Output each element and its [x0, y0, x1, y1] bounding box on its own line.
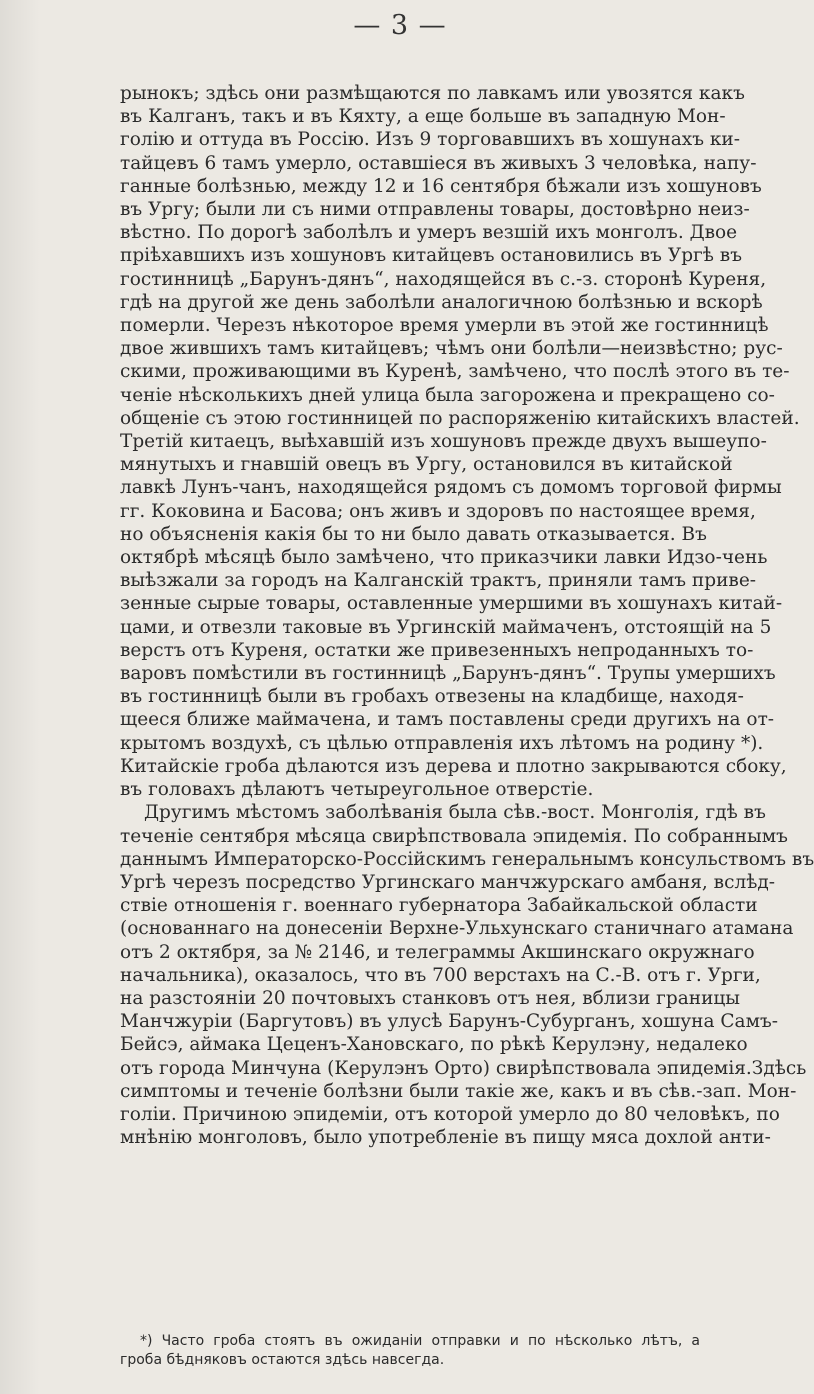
text-line: ствіе отношенія г. военнаго губернатора Забайкальской области: [120, 895, 758, 917]
text-line: общеніе съ этою гостинницей по распоряженію китайскихъ властей.: [120, 407, 800, 429]
text-line: цами, и отвезли таковые въ Ургинскій маймаченъ, отстоящій на 5: [120, 616, 772, 638]
text-line: ченіе нѣсколькихъ дней улица была загорожена и прекращено со-: [120, 384, 775, 406]
text-line: лавкѣ Лунъ-чанъ, находящейся рядомъ съ домомъ торговой фирмы: [120, 477, 782, 499]
text-line: скими, проживающими въ Куренѣ, замѣчено, что послѣ этого въ те-: [120, 361, 790, 383]
text-line: Бейсэ, аймака Цеценъ-Хановскаго, по рѣкѣ Керулэну, недалеко: [120, 1034, 748, 1056]
text-line: верстъ отъ Куреня, остатки же привезенныхъ непроданныхъ то-: [120, 639, 754, 661]
text-line: въ Калганъ, такъ и въ Кяхту, а еще больше въ западную Мон-: [120, 106, 726, 128]
page-number: — 3 —: [353, 10, 447, 41]
text-line: голію и оттуда въ Россію. Изъ 9 торговавшихъ въ хошунахъ ки-: [120, 129, 741, 151]
text-line: теченіе сентября мѣсяца свирѣпствовала эпидемія. По собраннымъ: [120, 825, 788, 847]
text-line: (основаннаго на донесеніи Верхне-Ульхунскаго станичнаго атамана: [120, 918, 794, 940]
text-line: октябрѣ мѣсяцѣ было замѣчено, что приказчики лавки Идзо-чень: [120, 547, 768, 569]
text-line: отъ города Минчуна (Керулэнъ Орто) свирѣпствовала эпидемія.Здѣсь: [120, 1057, 807, 1079]
text-line: вѣстно. По дорогѣ заболѣлъ и умеръ везшій ихъ монголъ. Двое: [120, 222, 738, 244]
text-line: крытомъ воздухѣ, съ цѣлью отправленія ихъ лѣтомъ на родину *).: [120, 732, 764, 754]
footnote-line: *) Часто гроба стоятъ въ ожиданіи отправки и по нѣсколько лѣтъ, а: [140, 1333, 700, 1349]
text-line: двое жившихъ тамъ китайцевъ; чѣмъ они болѣли—неизвѣстно; рус-: [120, 338, 783, 360]
text-line: Манчжуріи (Баргутовъ) въ улусѣ Барунъ-Субурганъ, хошуна Самъ-: [120, 1011, 778, 1033]
text-line: Ургѣ черезъ посредство Ургинскаго манчжурскаго амбаня, вслѣд-: [120, 871, 775, 893]
body-text: [120, 82, 814, 1149]
text-line: голіи. Причиною эпидеміи, отъ которой умерло до 80 человѣкъ, по: [120, 1103, 780, 1125]
text-line: мянутыхъ и гнавшій овецъ въ Ургу, остановился въ китайской: [120, 454, 733, 476]
text-line: зенные сырые товары, оставленные умершими въ хошунахъ китай-: [120, 593, 783, 615]
text-line: Третій китаецъ, выѣхавшій изъ хошуновъ прежде двухъ вышеупо-: [120, 431, 767, 453]
text-line: въ гостинницѣ были въ гробахъ отвезены на кладбище, находя-: [120, 686, 744, 708]
text-line: рынокъ; здѣсь они размѣщаются по лавкамъ или увозятся какъ: [120, 83, 745, 104]
text-line: тайцевъ 6 тамъ умерло, оставшіеся въ живыхъ 3 человѣка, напу-: [120, 152, 757, 174]
text-line: въ головахъ дѣлаютъ четыреугольное отверстіе.: [120, 779, 594, 801]
text-line: Другимъ мѣстомъ заболѣванія была сѣв.-вост. Монголія, гдѣ въ: [144, 802, 766, 824]
text-line: щееся ближе маймачена, и тамъ поставлены среди другихъ на от-: [120, 709, 775, 731]
text-line: на разстояніи 20 почтовыхъ станковъ отъ нея, вблизи границы: [120, 987, 741, 1009]
text-line: симптомы и теченіе болѣзни были такіе же, какъ и въ сѣв.-зап. Мон-: [120, 1080, 797, 1102]
text-line: пріѣхавшихъ изъ хошуновъ китайцевъ остановились въ Ургѣ въ: [120, 245, 742, 267]
text-line: отъ 2 октября, за № 2146, и телеграммы Акшинскаго окружнаго: [120, 941, 755, 963]
text-line: даннымъ Императорско-Россійскимъ генеральнымъ консульствомъ въ: [120, 848, 814, 870]
text-line: выѣзжали за городъ на Калганскій трактъ, приняли тамъ приве-: [120, 570, 757, 592]
text-line: но объясненія какія бы то ни было давать отказывается. Въ: [120, 523, 707, 545]
footnote-line: гроба бѣдняковъ остаются здѣсь навсегда.: [120, 1352, 445, 1368]
text-line: померли. Черезъ нѣкоторое время умерли въ этой же гостинницѣ: [120, 315, 769, 337]
text-line: гг. Коковина и Басова; онъ живъ и здоровъ по настоящее время,: [120, 500, 756, 522]
text-line: гдѣ на другой же день заболѣли аналогичною болѣзнью и вскорѣ: [120, 291, 763, 313]
footnote: [120, 1332, 700, 1370]
text-line: ганные болѣзнью, между 12 и 16 сентября бѣжали изъ хошуновъ: [120, 175, 762, 197]
text-line: Китайскіе гроба дѣлаются изъ дерева и плотно закрываются сбоку,: [120, 755, 787, 777]
text-line: варовъ помѣстили въ гостинницѣ „Барунъ-дянъ“. Трупы умершихъ: [120, 663, 776, 685]
text-line: мнѣнію монголовъ, было употребленіе въ пищу мяса дохлой анти-: [120, 1127, 771, 1149]
text-line: начальника), оказалось, что въ 700 верстахъ на С.-В. отъ г. Урги,: [120, 964, 761, 986]
page-edge-shadow: [0, 0, 40, 1394]
text-line: въ Ургу; были ли съ ними отправлены товары, достовѣрно неиз-: [120, 199, 750, 221]
text-line: гостинницѣ „Барунъ-дянъ“, находящейся въ с.-з. сторонѣ Куреня,: [120, 268, 767, 290]
